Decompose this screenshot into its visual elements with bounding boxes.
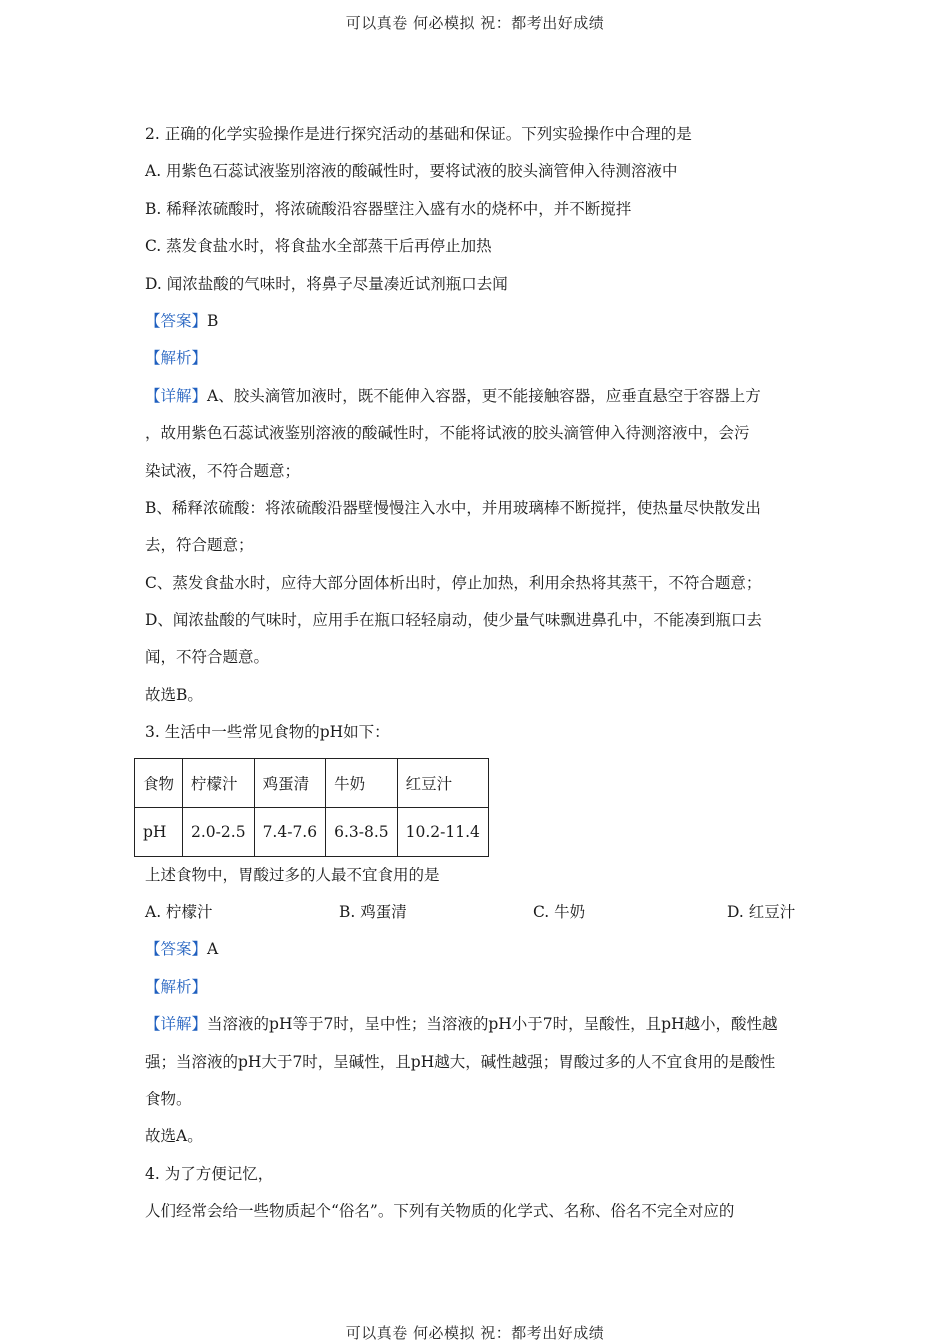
answer-value: B [207,311,219,330]
q2-detail-line: C、蒸发食盐水时，应待大部分固体析出时，停止加热，利用余热将其蒸干，不符合题意； [145,573,762,592]
q4-stem: 4. 为了方便记忆， [145,1164,274,1183]
page-footer: 可以真卷 何必模拟 祝：都考出好成绩 [345,1324,605,1342]
answer-value: A [207,940,219,959]
table-row [135,807,489,856]
q3-detail-line: 强；当溶液的pH大于7时，呈碱性，且pH越大，碱性越强；胃酸过多的人不宜食用的是酸性 [145,1052,776,1071]
table-cell: 7.4-7.6 [254,807,326,856]
q2-detail-line: 染试液，不符合题意； [145,461,301,480]
answer-tag: 【答案】 [145,940,208,959]
table-cell: 2.0-2.5 [183,807,255,856]
q2-conclusion: 故选B。 [145,685,203,704]
table-cell: 牛奶 [326,758,398,807]
q2-detail-line: 闻，不符合题意。 [145,648,270,667]
page-header: 可以真卷 何必模拟 祝：都考出好成绩 [345,14,605,32]
q3-option-b: B. 鸡蛋清 [339,903,407,922]
q3-option-c: C. 牛奶 [533,903,586,922]
q2-detail-line: 去，符合题意； [145,536,254,555]
table-header-row [135,758,489,807]
q2-option-d: D. 闻浓盐酸的气味时，将鼻子尽量凑近试剂瓶口去闻 [145,274,508,293]
q2-stem: 2. 正确的化学实验操作是进行探究活动的基础和保证。下列实验操作中合理的是 [145,125,692,143]
q3-stem: 3. 生活中一些常见食物的pH如下： [145,723,390,742]
table-cell: 鸡蛋清 [254,758,326,807]
q2-option-c: C. 蒸发食盐水时，将食盐水全部蒸干后再停止加热 [145,237,492,256]
q2-option-b: B. 稀释浓硫酸时，将浓硫酸沿容器壁注入盛有水的烧杯中，并不断搅拌 [145,199,632,218]
ph-table [134,758,489,857]
q3-analysis-tag: 【解析】 [145,977,208,996]
table-cell: 6.3-8.5 [326,807,398,856]
q4-line2: 人们经常会给一些物质起个“俗名”。下列有关物质的化学式、名称、俗名不完全对应的 [145,1202,735,1221]
q3-option-d: D. 红豆汁 [727,903,796,922]
q2-detail-line: ，故用紫色石蕊试液鉴别溶液的酸碱性时，不能将试液的胶头滴管伸入待测溶液中，会污 [145,424,750,443]
q3-detail-line: 食物。 [145,1089,192,1108]
table-cell: pH [135,807,183,856]
q2-option-a: A. 用紫色石蕊试液鉴别溶液的酸碱性时，要将试液的胶头滴管伸入待测溶液中 [145,162,678,181]
table-cell: 10.2-11.4 [397,807,488,856]
q3-options [145,898,815,935]
q3-question: 上述食物中，胃酸过多的人最不宜食用的是 [145,865,440,884]
table-cell: 红豆汁 [397,758,488,807]
detail-tag: 【详解】 [145,1015,208,1034]
table-cell: 食物 [135,758,183,807]
q3-answer [145,935,815,972]
q3-detail-line: 【详解】当溶液的pH等于7时，呈中性；当溶液的pH小于7时，呈酸性，且pH越小，酸性越 [145,1015,778,1034]
detail-tag: 【详解】 [145,386,208,405]
q2-detail-line: 【详解】A、胶头滴管加液时，既不能伸入容器，更不能接触容器，应垂直悬空于容器上方 [145,386,761,405]
q2-answer [145,307,815,344]
q2-analysis-tag: 【解析】 [145,349,208,368]
document-body [145,120,815,1235]
table-cell: 柠檬汁 [183,758,255,807]
q2-detail-line: D、闻浓盐酸的气味时，应用手在瓶口轻轻扇动，使少量气味飘进鼻孔中，不能凑到瓶口去 [145,611,762,630]
q3-conclusion: 故选A。 [145,1127,203,1146]
answer-tag: 【答案】 [145,311,208,330]
q2-detail-line: B、稀释浓硫酸：将浓硫酸沿器壁慢慢注入水中，并用玻璃棒不断搅拌，使热量尽快散发出 [145,498,761,517]
q3-option-a: A. 柠檬汁 [145,903,213,922]
